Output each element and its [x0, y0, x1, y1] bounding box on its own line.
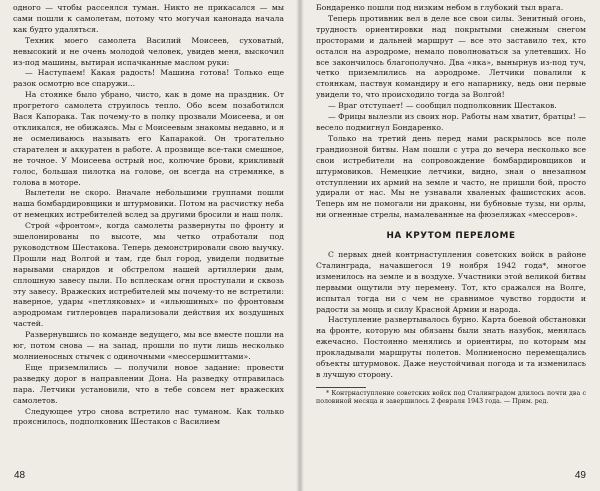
paragraph: На стоянке было убрано, чисто, как в доме на праздник. От прогретого самолета струилось тепло. Обо всем позаботился Вася Капорака. Так почему-то в полку прозвали Моисеева, и он откликался, не обижаясь. Мы с Моисеевым знакомы недавно, и я не осмеливаюсь называть его Капаракой. Он трогательно старателен и аккуратен в работе. А прозвище все-таки смешное, не точное. У Моисеева острый нос, колючие брови, крикливый голос, большая пилотка на голове, он всегда на стремянке, в голова в моторе. [13, 90, 284, 187]
paragraph: Только на третий день перед нами раскрылось все поле грандиозной битвы. Нам пошли с утра до вечера несколько все свои истребители на сопровождение бомбардировщиков и штурмовиков. Немецкие летчики, видно, зная о внезапном отступлении их армий на земле и часто, не пришли бой, просто удирали от нас. Мы не узнавали хваленых фашистских асов. Теперь им не помогали ни драконы, ни бубновые тузы, ни орлы, ни огненные стрелы, намалеванные на фюзеляжах «мессеров». [316, 133, 586, 220]
paragraph: Строй «фронтом», когда самолеты развернуты по фронту и эшелонированы по высоте, мы четко отработали под руководством Шестакова. Теперь демонстрировали свою выучку. Прошли над Волгой и там, где был город, увидели подвитые нарывами снарядов и обстрелом нашей артиллерии дым, сплошную завесу пыли. По всплескам огня проступали и сквозь эту завесу. Вражеских истребителей мы почему-то не встретили: наверное, удары «петляковых» и «ильюшиных» по фронтовым аэродромам гитлеровцев парализовали действия их воздушных частей. [13, 221, 284, 329]
paragraph: Теперь противник вел в деле все свои силы. Зенитный огонь, трудность ориентировки над покрытыми снежным снегом просторами и дальней маршрут — все это заставило тех, кто остался на аэродроме, немало поволноваться за улетевших. Но все закончилось благополучно. Два «яка», вынырнув из-под туч, четко приземлились на аэродроме. Летчики повалили к стоянкам, паствуя командиру и его напарнику, ведь они первые увидели то, что происходило тогда за Волгой! [316, 13, 586, 100]
footnote: * Контрнаступление советских войск под Сталинградом длилось почти два с половиной месяца и завершилось 2 февраля 1943 года. — Прим. ред. [316, 389, 586, 406]
paragraph: Вылетели не скоро. Вначале небольшими группами пошли наша бомбардировщики и штурмовики. Потом на расчистку неба от немецких истребителей вслед за другими бросили и наш полк. [13, 188, 284, 220]
paragraph: Наступление развертывалось бурно. Карта боевой обстановки на фронте, которую мы обязаны были знать назубок, менялась ежечасно. Постоянно менялись и ориентиры, по которым мы прокладывали маршруты полетов. Молниеносно перемещались объекты штурмовок. Даже неустойчивая погода и та изменилась в лучшую сторону. [316, 315, 586, 379]
paragraph: Техник моего самолета Василий Моисеев, суховатый, невысокий и не очень молодой человек, увидев меня, выскочил из-под машины, вытирая испачканные маслом руки: [13, 35, 284, 67]
paragraph: одного — чтобы рассеялся туман. Никто не прикасался — мы сами пошли к самолетам, потому что могучая канонада начала как будто удаляться. [13, 3, 284, 34]
paragraph: Следующее утро снова встретило нас туманом. Как только прояснилось, подполковник Шестаков с Василием [13, 406, 284, 427]
footnote-divider [316, 387, 366, 388]
right-page [300, 0, 600, 491]
paragraph: Еще приземлились — получили новое задание: провести разведку дорог в направлении Дона. На разведку отправилась пара. Летчики установили, что в тебе совсем нет вражеских самолетов. [13, 362, 284, 405]
page-number: 48 [14, 470, 26, 481]
paragraph: — Враг отступает! — сообщил подполковник Шестаков. [328, 101, 557, 111]
chapter-heading: НА КРУТОМ ПЕРЕЛОМЕ [386, 231, 516, 242]
book-gutter [296, 0, 304, 491]
paragraph: — Фрицы вылезли из своих нор. Работы нам хватит, братцы! — весело подмигнул Бондаренко. [316, 112, 586, 132]
paragraph: — Наступаем! Какая радость! Машина готова! Только еще разок осмотрю все спаружи... [13, 68, 284, 89]
page-number: 49 [574, 470, 586, 481]
left-page-text [13, 3, 284, 428]
right-page-text [316, 3, 586, 406]
paragraph: Развернувшись по команде ведущего, мы все вместе пошли на юг, потом снова — на запад, прошли по пути лишь несколько молниеносных стычек с одиночными «мессершмиттами». [13, 330, 284, 361]
paragraph: С первых дней контрнаступления советских войск в районе Сталинграда, начавшегося 19 ноября 1942 года*, многое изменилось на земле и в воздухе. Участники этой великой битвы первыми ощутили эту перемену. Тот, кто сражался на Волге, испытал тогда ни с чем не сравнимое чувство гордости и радости за мощь и силу Красной Армии и народа. [316, 250, 586, 314]
paragraph: Бондаренко пошли под низким небом в глубокий тыл врага. [316, 3, 564, 12]
